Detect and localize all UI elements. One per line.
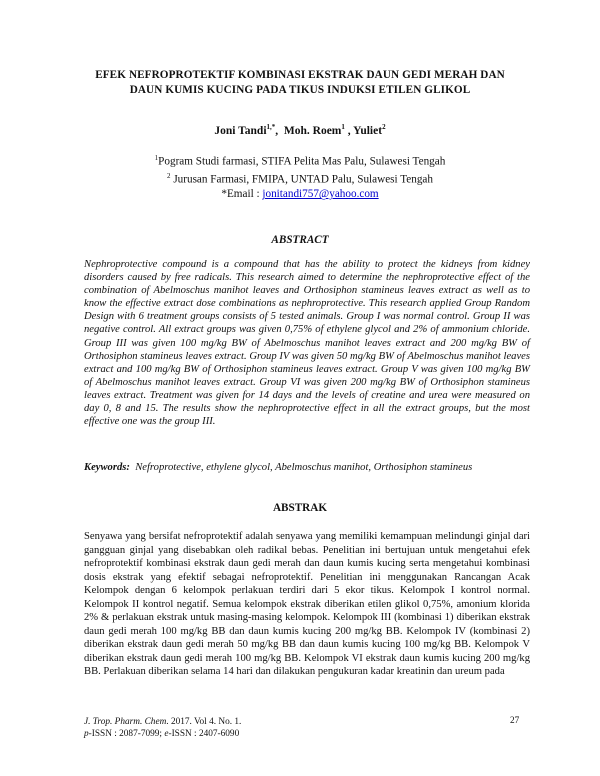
issn-line: p-ISSN : 2087-7099; e-ISSN : 2407-6090 [84, 729, 240, 739]
page-number: 27 [510, 716, 520, 726]
abstract-heading: ABSTRACT [271, 234, 329, 246]
title-line-2: DAUN KUMIS KUCING PADA TIKUS INDUKSI ETILEN GLIKOL [129, 84, 471, 96]
author-2: Moh. Roem [283, 124, 342, 137]
affiliation-1: $^1$Pogram Studi farmasi, STIFA Pelita Mas Palu, Sulawesi Tengah [154, 154, 446, 168]
journal-footer [84, 716, 241, 740]
title-line-1: EFEK NEFROPROTEKTIF KOMBINASI EKSTRAK DAUN GEDI MERAH DAN [95, 69, 505, 81]
author-3-affil: 2 [382, 123, 386, 131]
abstrak-body: Senyawa yang bersifat nefroprotektif adalah senyawa yang memiliki kemampuan melindungi ginjal dari gangguan ginjal yang disebabkan oleh radikal bebas. Penelitian ini bertujuan untuk mengetahui efek nefroprotektif kombinasi ekstrak daun gedi merah dan daun kumis kucing serta mengetahui kombinasi dosis ekstrak yang efektif sebagai nefroprotektif. Penelitian ini menggunakan Rancangan Acak Kelompok dengan 6 kelompok perlakuan terdiri dari 5 ekor tikus. Kelompok I kontrol normal. Kelompok II kontrol negatif. Semua kelompok ekstrak diberikan etilen glikol 0,75%, amonium klorida 2% & perlakuan ekstrak untuk masing-masing kelompok. Kelompok III (kombinasi 1) diberikan ekstrak daun gedi merah 100 mg/kg BB dan daun kumis kucing 200 mg/kg BB. Kelompok IV (kombinasi 2) diberikan ekstrak daun gedi merah 50 mg/kg BB dan daun kumis kucing 100 mg/kg BB. Kelompok V diberikan ekstrak daun gedi merah 100 mg/kg BB. Kelompok VI ekstrak daun kumis kucing 200 mg/kg BB. Perlakuan diberikan selama 14 hari dan dilakukan pengukuran kadar kreatinin dan ureum pada [84, 531, 530, 677]
keywords [84, 462, 530, 473]
abstrak-heading: ABSTRAK [272, 502, 328, 514]
affiliation-2: $^2$ Jurusan Farmasi, FMIPA, UNTAD Palu, Sulawesi Tengah [167, 172, 433, 186]
email-link[interactable]: jonitandi757@yahoo.com [262, 188, 379, 201]
journal-citation: J. Trop. Pharm. Chem. 2017. Vol 4. No. 1. [84, 717, 242, 727]
affiliations [60, 151, 540, 202]
author-list: Joni Tandi$^{1,*}$, Moh. Roem$^1$ , Yuliet$^2$ [214, 123, 386, 137]
author-1-affil: 1,* [266, 123, 276, 131]
author-3: Yuliet [353, 124, 383, 137]
author-2-affil: 1 [341, 123, 345, 131]
keywords-text: Nefroprotective, ethylene glycol, Abelmoschus manihot, Orthosiphon stamineus [135, 462, 473, 473]
author-1: Joni Tandi [214, 124, 267, 137]
email-line: *Email : jonitandi757@yahoo.com [221, 188, 379, 201]
keywords-label: Keywords: [84, 462, 130, 473]
abstract-body: Nephroprotective compound is a compound that has the ability to protect the kidneys from kidney disorders caused by free radicals. This research aimed to determine the nephroprotective effect of the combination of Abelmoschus manihot leaves and Orthosiphon stamineus leaves extract as well as to know the effective extract dose combinations as nephroprotective. This research applied Group Random Design with 6 treatment groups consists of 5 tested animals. Group I was normal control. Group II was negative control. All extract groups was given 0,75% of ethylene glycol and 2% of ammonium chloride. Group III was given 100 mg/kg BW of Abelmoschus manihot leaves extract and 200 mg/kg BW of Orthosiphon stamineus leaves extract. Group IV was given 50 mg/kg BW of Abelmoschus manihot leaves extract and 100 mg/kg BW of Orthosiphon stamineus leaves extract. Group V was given 100 mg/kg BW of Abelmoschus manihot leaves extract. Group VI was given 200 mg/kg BW of Orthosiphon stamineus leaves extract. Treatment was given for 14 days and the levels of creatine and urea were measured on day 0, 8 and 15. The results show the nephroprotective effect in all the extract groups, but the most effective one was the group III. [84, 259, 530, 428]
article-title [60, 68, 540, 98]
